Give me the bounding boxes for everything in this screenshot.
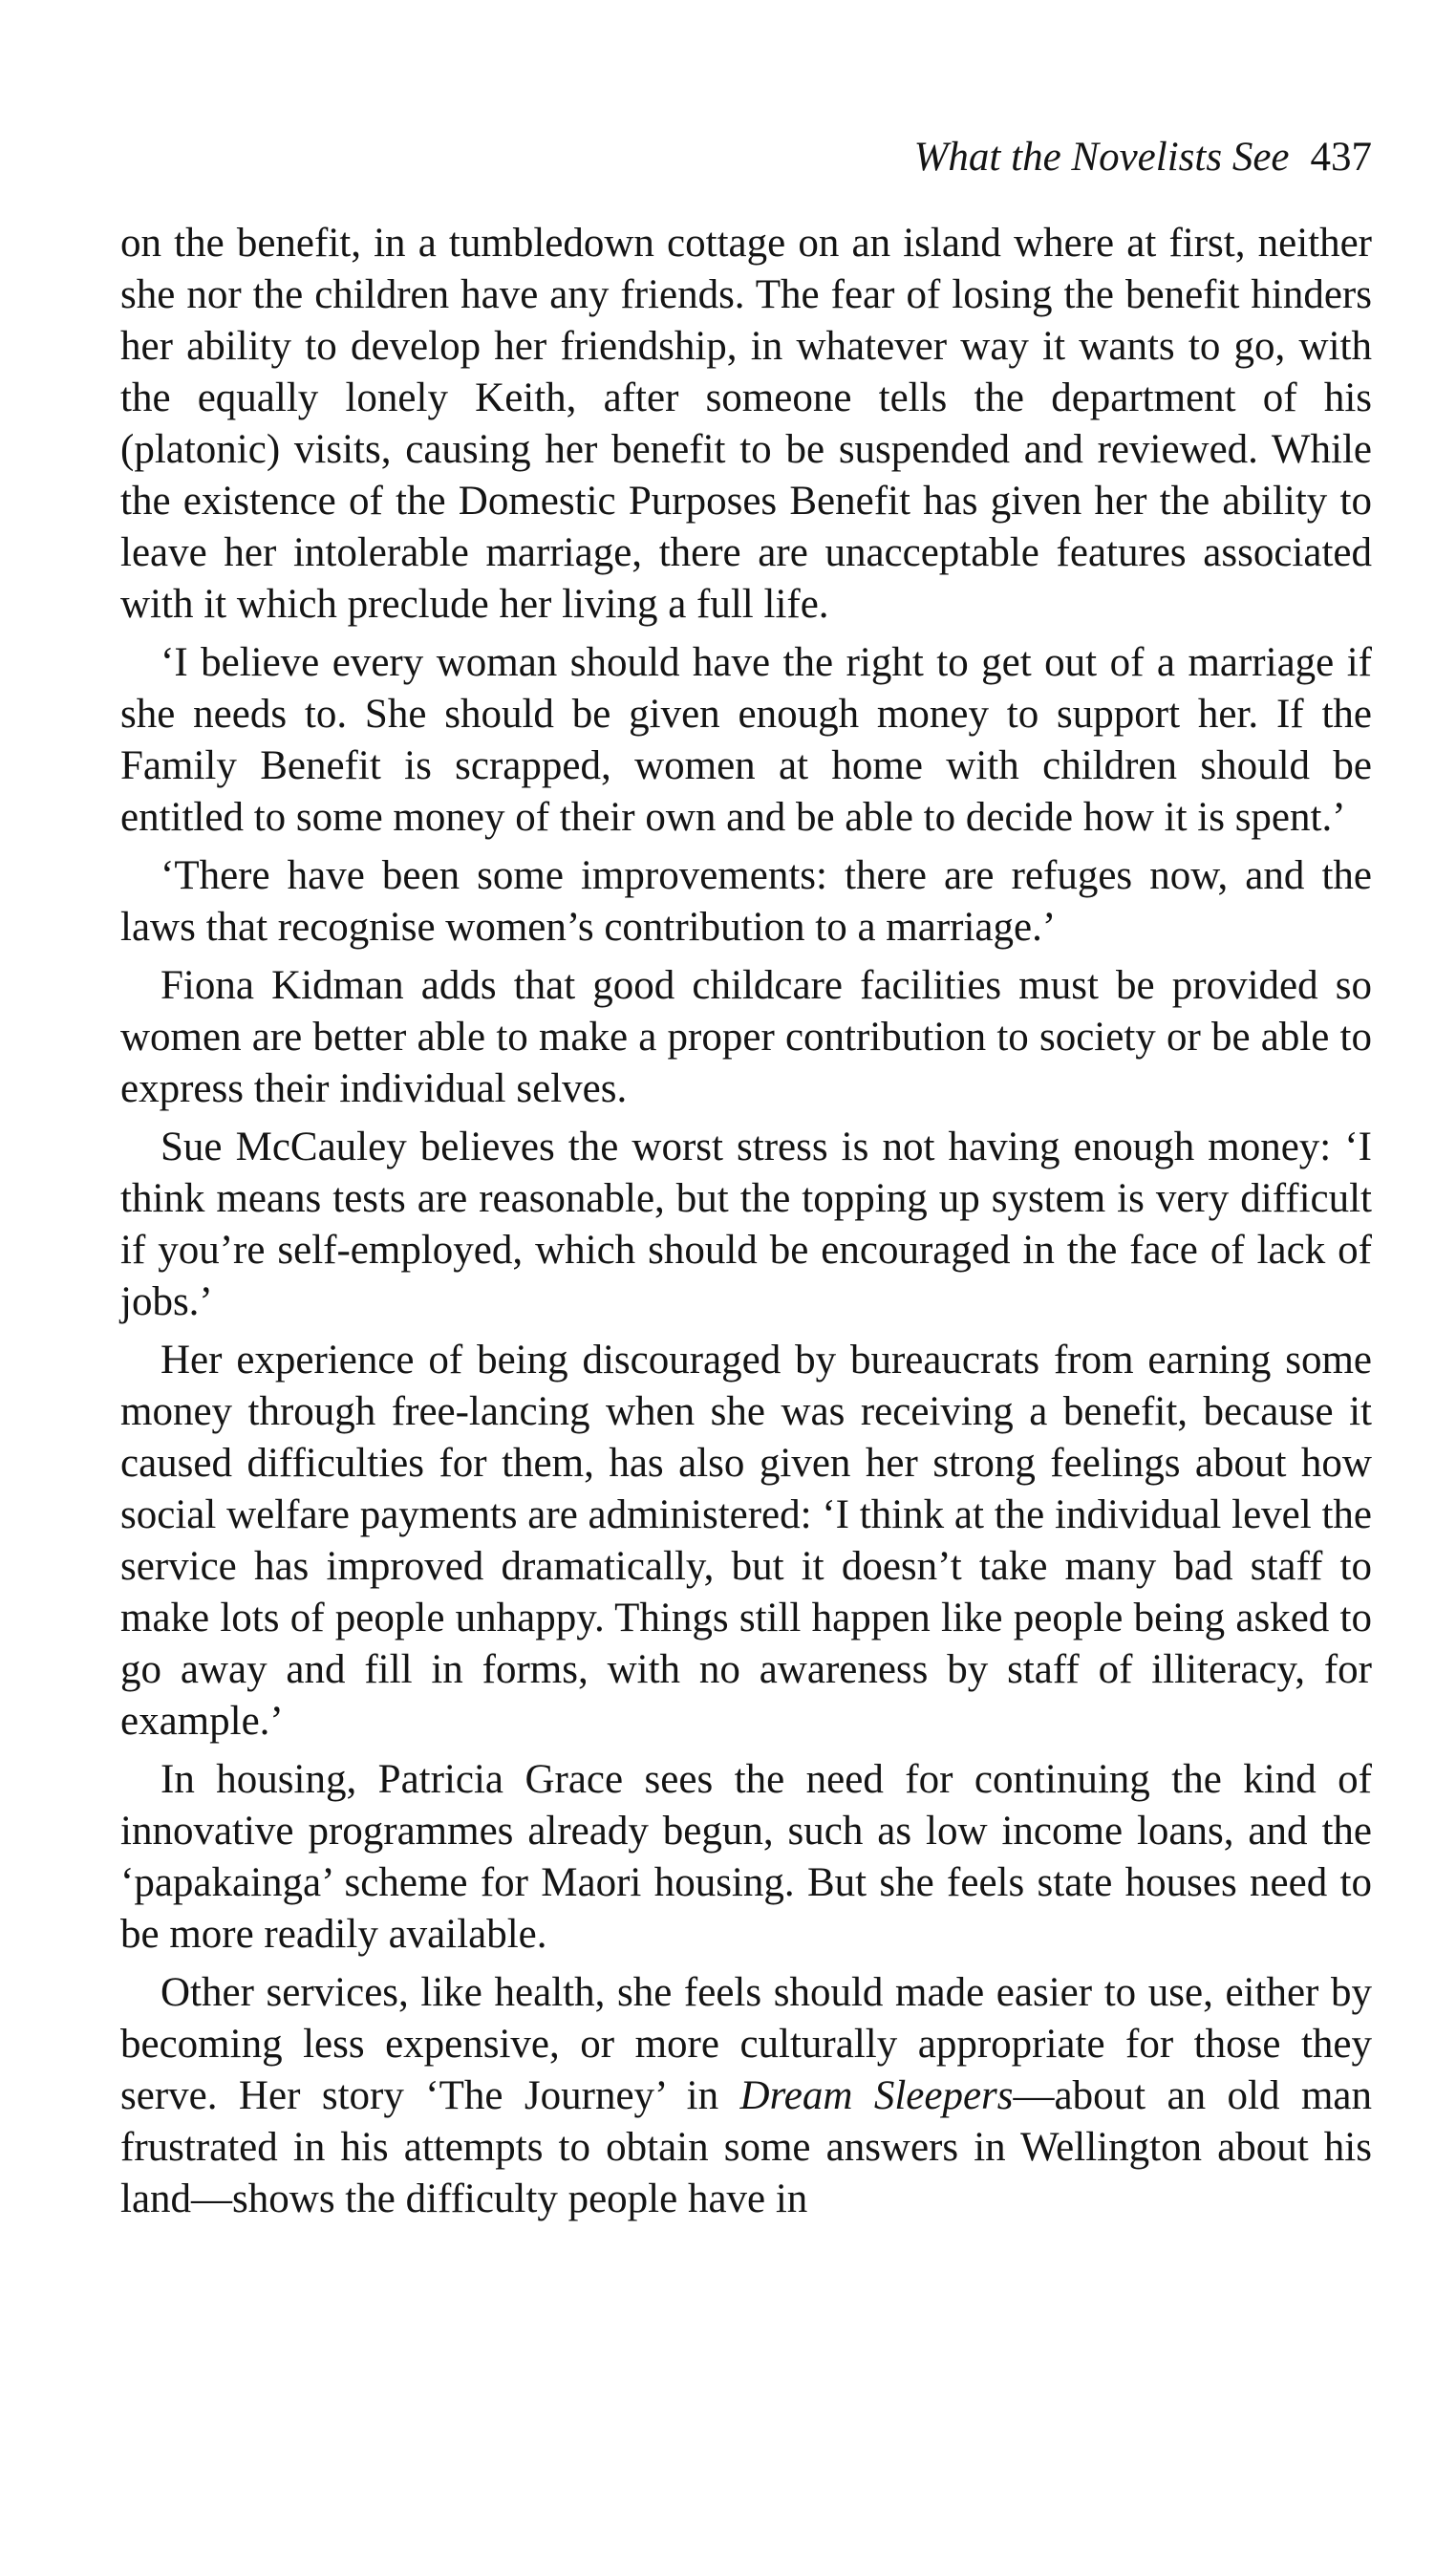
paragraph-8-text-after: —about an old man frustrated in his attempts to obtain some answers in Wellington about his land—shows the difficulty people have in [120,2073,1372,2221]
paragraph-4: Fiona Kidman adds that good childcare facilities must be provided so women are better able to make a proper contribution to society or be able to express their individual selves. [120,963,1372,1111]
paragraph-2: ‘I believe every woman should have the right to get out of a marriage if she needs to. She should be given enough money to support her. If the Family Benefit is scrapped, women at home with children should be entitled to some money of their own and be able to decide how it is spent.’ [120,640,1372,840]
running-head [120,132,1372,183]
paragraph-8-text-before: Other services, like health, she feels should made easier to use, either by becoming less expensive, or more culturally appropriate for those they serve. Her story ‘The Journey’ in [120,1970,1372,2118]
book-title: Dream Sleepers [739,2073,1014,2118]
paragraph-7: In housing, Patricia Grace sees the need for continuing the kind of innovative programmes already begun, such as low income loans, and the ‘papakainga’ scheme for Maori housing. But she feels state houses need to be more readily available. [120,1757,1372,1957]
paragraph-8 [120,1967,1372,2225]
body-text [120,218,1372,2225]
paragraph-5: Sue McCauley believes the worst stress is not having enough money: ‘I think means tests are reasonable, but the topping up system is very difficult if you’re self-employed, which should be encouraged in the face of lack of jobs.’ [120,1125,1372,1324]
book-page [120,132,1372,2232]
paragraph-1: on the benefit, in a tumbledown cottage on an island where at first, neither she nor the children have any friends. The fear of losing the benefit hinders her ability to develop her friendship, in whatever way it wants to go, with the equally lonely Keith, after someone tells the department of his (platonic) visits, causing her benefit to be suspended and reviewed. While the existence of the Domestic Purposes Benefit has given her the ability to leave her intolerable marriage, there are unacceptable features associated with it which preclude her living a full life. [120,221,1372,627]
paragraph-3: ‘There have been some improvements: there are refuges now, and the laws that recognise women’s contribution to a marriage.’ [120,853,1372,950]
page-number: 437 [1310,135,1372,180]
paragraph-6: Her experience of being discouraged by bureaucrats from earning some money through free-lancing when she was receiving a benefit, because it caused difficulties for them, has also given her strong feelings about how social welfare payments are administered: ‘I think at the individual level the service has improved dramatically, but it doesn’t take many bad staff to make lots of people unhappy. Things still happen like people being asked to go away and fill in forms, with no awareness by staff of illiteracy, for example.’ [120,1338,1372,1744]
running-head-title: What the Novelists See [913,135,1290,180]
